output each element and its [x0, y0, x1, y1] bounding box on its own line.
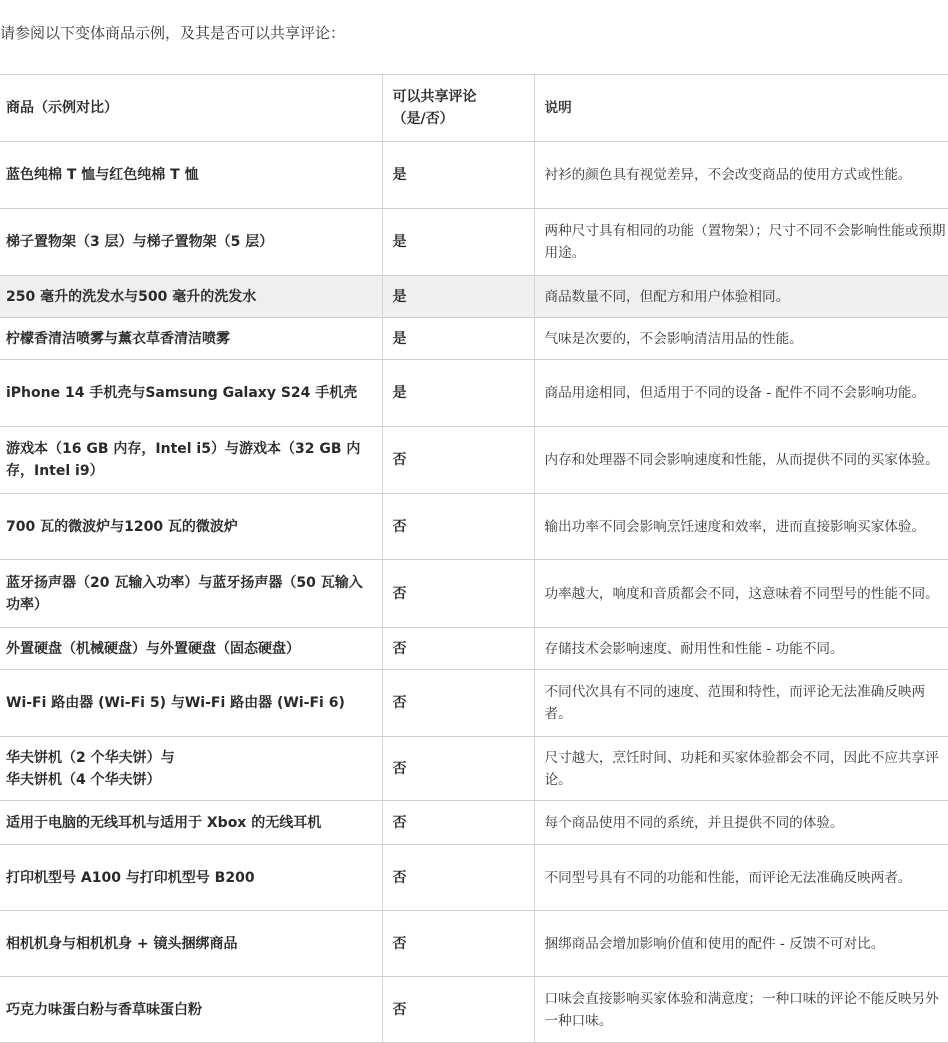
product-cell: 700 瓦的微波炉与1200 瓦的微波炉	[0, 494, 382, 560]
note-cell: 输出功率不同会影响烹饪速度和效率，进而直接影响买家体验。	[534, 494, 948, 560]
table-row	[0, 801, 948, 845]
product-cell: 蓝牙扬声器（20 瓦输入功率）与蓝牙扬声器（50 瓦输入功率）	[0, 560, 382, 628]
shareable-cell: 否	[382, 845, 534, 911]
note-cell: 商品用途相同，但适用于不同的设备 - 配件不同不会影响功能。	[534, 360, 948, 427]
table-row	[0, 977, 948, 1043]
table-row	[0, 737, 948, 801]
product-cell-line1: 华夫饼机（2 个华夫饼）与	[6, 749, 175, 766]
table-row	[0, 142, 948, 209]
header-note: 说明	[534, 75, 948, 142]
shareable-cell: 是	[382, 276, 534, 318]
product-cell: 游戏本（16 GB 内存，Intel i5）与游戏本（32 GB 内存，Intel i9）	[0, 427, 382, 494]
note-cell: 尺寸越大，烹饪时间、功耗和买家体验都会不同，因此不应共享评论。	[534, 737, 948, 801]
shareable-cell: 是	[382, 318, 534, 360]
product-cell: 梯子置物架（3 层）与梯子置物架（5 层）	[0, 209, 382, 276]
table-row	[0, 276, 948, 318]
note-cell: 功率越大，响度和音质都会不同，这意味着不同型号的性能不同。	[534, 560, 948, 628]
product-cell: 250 毫升的洗发水与500 毫升的洗发水	[0, 276, 382, 318]
shareable-cell: 否	[382, 977, 534, 1043]
header-product: 商品（示例对比）	[0, 75, 382, 142]
shareable-cell: 否	[382, 911, 534, 977]
product-cell: 柠檬香清洁喷雾与薰衣草香清洁喷雾	[0, 318, 382, 360]
shareable-cell: 否	[382, 670, 534, 737]
table-row	[0, 911, 948, 977]
note-cell: 每个商品使用不同的系统，并且提供不同的体验。	[534, 801, 948, 845]
shareable-cell: 是	[382, 209, 534, 276]
product-cell	[0, 737, 382, 801]
note-cell: 商品数量不同，但配方和用户体验相同。	[534, 276, 948, 318]
note-cell: 不同代次具有不同的速度、范围和特性，而评论无法准确反映两者。	[534, 670, 948, 737]
table-row	[0, 670, 948, 737]
note-cell: 气味是次要的，不会影响清洁用品的性能。	[534, 318, 948, 360]
table-row	[0, 628, 948, 670]
product-cell: Wi-Fi 路由器 (Wi-Fi 5) 与Wi-Fi 路由器 (Wi-Fi 6)	[0, 670, 382, 737]
shareable-cell: 否	[382, 628, 534, 670]
note-cell: 存储技术会影响速度、耐用性和性能 - 功能不同。	[534, 628, 948, 670]
product-cell: 巧克力味蛋白粉与香草味蛋白粉	[0, 977, 382, 1043]
table-row	[0, 494, 948, 560]
shareable-cell: 是	[382, 360, 534, 427]
note-cell: 衬衫的颜色具有视觉差异，不会改变商品的使用方式或性能。	[534, 142, 948, 209]
product-cell: iPhone 14 手机壳与Samsung Galaxy S24 手机壳	[0, 360, 382, 427]
shareable-cell: 否	[382, 427, 534, 494]
table-header-row	[0, 75, 948, 142]
variant-review-table	[0, 74, 948, 1043]
table-row	[0, 360, 948, 427]
table-row	[0, 560, 948, 628]
shareable-cell: 否	[382, 560, 534, 628]
note-cell: 不同型号具有不同的功能和性能，而评论无法准确反映两者。	[534, 845, 948, 911]
table-row	[0, 845, 948, 911]
product-cell: 外置硬盘（机械硬盘）与外置硬盘（固态硬盘）	[0, 628, 382, 670]
note-cell: 捆绑商品会增加影响价值和使用的配件 - 反馈不可对比。	[534, 911, 948, 977]
shareable-cell: 是	[382, 142, 534, 209]
header-shareable-line2: （是/否）	[392, 111, 454, 127]
product-cell: 蓝色纯棉 T 恤与红色纯棉 T 恤	[0, 142, 382, 209]
shareable-cell: 否	[382, 494, 534, 560]
note-cell: 内存和处理器不同会影响速度和性能，从而提供不同的买家体验。	[534, 427, 948, 494]
note-cell: 两种尺寸具有相同的功能（置物架）；尺寸不同不会影响性能或预期用途。	[534, 209, 948, 276]
table-row	[0, 209, 948, 276]
header-shareable	[382, 75, 534, 142]
note-cell: 口味会直接影响买家体验和满意度；一种口味的评论不能反映另外一种口味。	[534, 977, 948, 1043]
product-cell: 适用于电脑的无线耳机与适用于 Xbox 的无线耳机	[0, 801, 382, 845]
shareable-cell: 否	[382, 801, 534, 845]
product-cell-line2: 华夫饼机（4 个华夫饼）	[6, 771, 161, 788]
table-row	[0, 318, 948, 360]
product-cell: 相机机身与相机机身 + 镜头捆绑商品	[0, 911, 382, 977]
table-row	[0, 427, 948, 494]
header-shareable-line1: 可以共享评论	[392, 89, 477, 105]
intro-text: 请参阅以下变体商品示例，及其是否可以共享评论：	[0, 24, 346, 42]
product-cell: 打印机型号 A100 与打印机型号 B200	[0, 845, 382, 911]
shareable-cell: 否	[382, 737, 534, 801]
